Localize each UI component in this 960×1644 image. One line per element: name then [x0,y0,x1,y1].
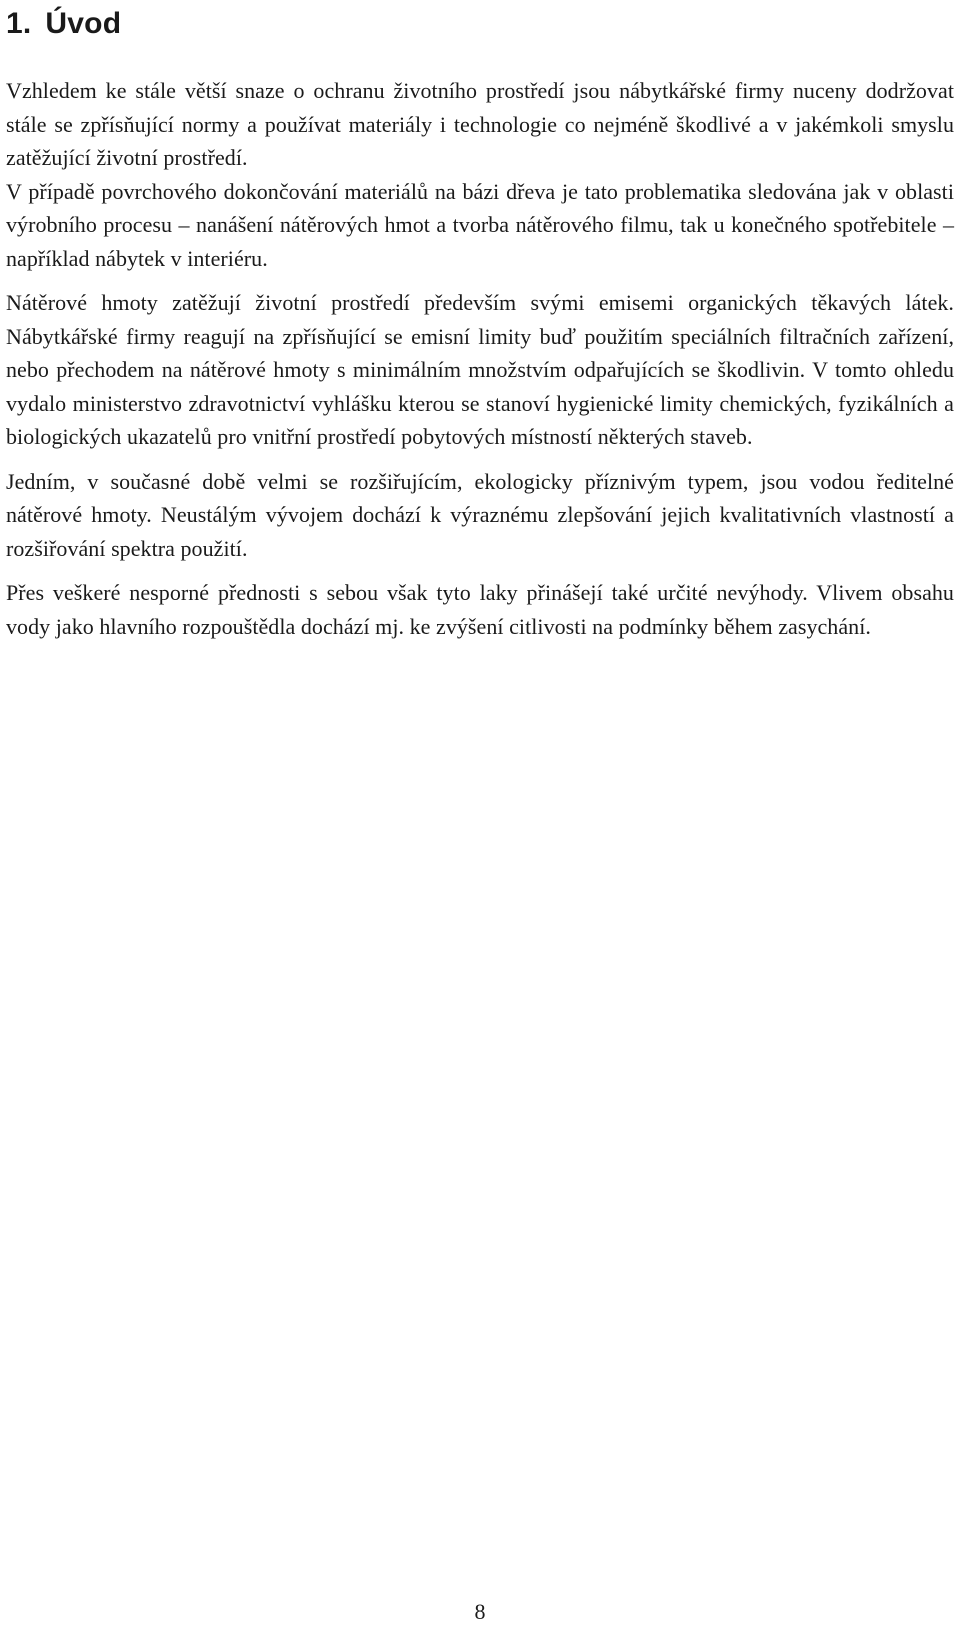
chapter-heading [6,4,954,44]
paragraph-drawbacks: Přes veškeré nesporné přednosti s sebou však tyto laky přinášejí také určité nevýhody. Vlivem obsahu vody jako hlavního rozpouštědla dochází mj. ke zvýšení citlivosti na podmínky během zasychání. [6,580,954,639]
chapter-number: 1. [6,7,32,40]
document-page [6,0,954,654]
chapter-title: Úvod [45,7,122,40]
paragraph-emissions: Nátěrové hmoty zatěžují životní prostředí především svými emisemi organických těkavých látek. Nábytkářské firmy reagují na zpřísňující se emisní limity buď použitím speciálních filtračních zařízení, nebo přechodem na nátěrové hmoty s minimálním množstvím odpařujících se škodlivin. V tomto ohledu vydalo ministerstvo zdravotnictví vyhlášku kterou se stanoví hygienické limity chemických, fyzikálních a biologických ukazatelů pro vnitřní prostředí pobytových místností některých staveb. [6,290,954,449]
body-text [6,74,954,643]
paragraph-intro: Vzhledem ke stále větší snaze o ochranu životního prostředí jsou nábytkářské firmy nuceny dodržovat stále se zpřísňující normy a používat materiály i technologie co nejméně škodlivé a v jakémkoli smyslu zatěžující životní prostředí. [6,78,954,170]
paragraph-surface-finishing: V případě povrchového dokončování materiálů na bázi dřeva je tato problematika sledována jak v oblasti výrobního procesu – nanášení nátěrových hmot a tvorba nátěrového filmu, tak u konečného spotřebitele – například nábytek v interiéru. [6,178,954,271]
paragraph-water-based: Jedním, v současné době velmi se rozšiřujícím, ekologicky příznivým typem, jsou vodou ředitelné nátěrové hmoty. Neustálým vývojem dochází k výraznému zlepšování jejich kvalitativních vlastností a rozšiřování spektra použití. [6,468,954,561]
page-number: 8 [474,1599,486,1624]
